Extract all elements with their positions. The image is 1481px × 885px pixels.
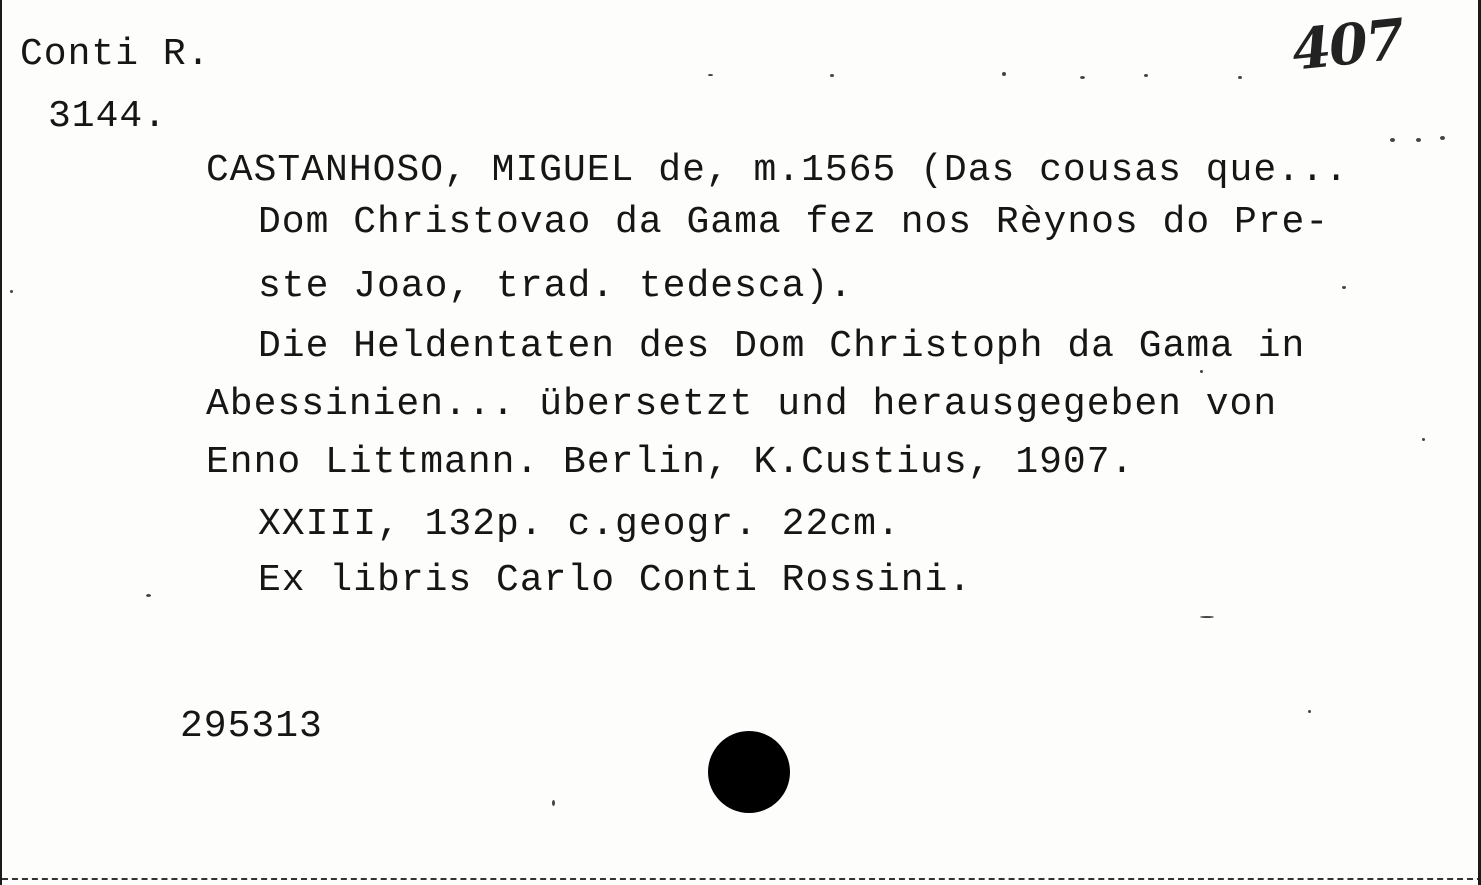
title-line-1: Die Heldentaten des Dom Christoph da Gama in	[258, 325, 1306, 368]
scan-speck	[1238, 76, 1242, 79]
scan-speck	[552, 800, 555, 806]
scan-speck	[1416, 138, 1421, 142]
scan-speck	[146, 594, 151, 597]
scan-speck	[1342, 286, 1346, 289]
scan-speck	[10, 290, 13, 293]
scan-speck	[830, 74, 834, 77]
scan-speck	[1144, 74, 1148, 77]
scan-speck	[1422, 438, 1425, 441]
title-line-2: Abessinien... übersetzt und herausgegeben von	[206, 383, 1278, 426]
scan-speck	[1080, 76, 1085, 79]
handwritten-number: 407	[1288, 6, 1407, 84]
shelfmark-number: 3144.	[48, 95, 168, 138]
accession-number: 295313	[180, 705, 323, 748]
card-bottom-edge	[2, 878, 1481, 880]
heading-line-1: CASTANHOSO, MIGUEL de, m.1565 (Das cousas que...	[206, 149, 1349, 192]
title-line-3: Enno Littmann. Berlin, K.Custius, 1907.	[206, 441, 1135, 484]
scan-speck	[1440, 136, 1445, 140]
scan-speck	[1308, 710, 1311, 713]
shelfmark-collection: Conti R.	[20, 33, 211, 76]
heading-line-3: ste Joao, trad. tedesca).	[258, 265, 854, 308]
scan-speck	[1200, 370, 1203, 373]
scan-speck	[1390, 138, 1395, 142]
heading-line-2: Dom Christovao da Gama fez nos Rèynos do Pre-	[258, 201, 1330, 244]
provenance-line: Ex libris Carlo Conti Rossini.	[258, 559, 973, 602]
scan-speck	[1002, 72, 1006, 76]
punch-hole	[708, 731, 790, 813]
scan-speck	[708, 74, 713, 76]
collation-line: XXIII, 132p. c.geogr. 22cm.	[258, 503, 901, 546]
scan-speck	[1200, 616, 1214, 618]
